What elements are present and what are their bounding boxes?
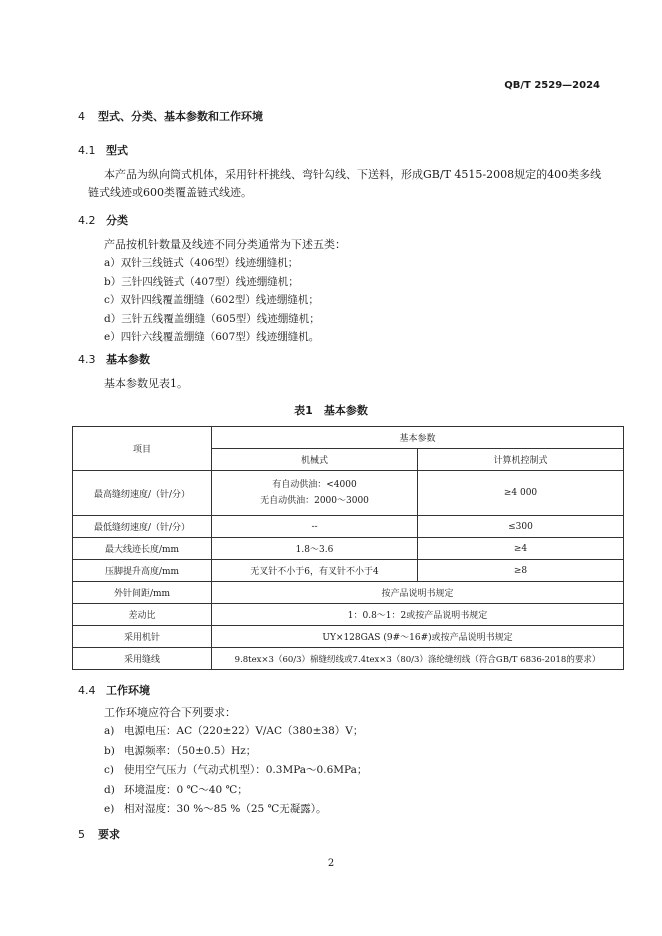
header-computer-controlled: 计算机控制式	[418, 449, 624, 471]
cell-mechanical: 1.8～3.6	[212, 538, 418, 560]
cell-merged: UY×128GAS (9#～16#)或按产品说明书规定	[212, 626, 624, 648]
cell-mechanical: 无叉针不小于6，有叉针不小于4	[212, 560, 418, 582]
list-item: a）双针三线链式（406型）线迹绷缝机；	[104, 257, 299, 269]
section-4-1-text: 本产品为纵向筒式机体，采用针杆挑线、弯针勾线、下送料，形成GB/T 4515-2008规定的400类多线链式线迹或600类覆盖链式线迹。	[88, 168, 602, 199]
cell-item: 外针间距/mm	[73, 582, 212, 604]
list-text: 使用空气压力（气动式机型）：0.3MPa～0.6MPa；	[124, 764, 368, 776]
section-title: 工作环境	[106, 684, 150, 697]
section-4-3-heading	[78, 351, 150, 367]
classification-list	[104, 254, 320, 347]
table-row	[73, 471, 624, 516]
table-row	[73, 604, 624, 626]
cell-mechanical	[212, 471, 418, 516]
cell-item: 最低缝纫速度/（针/分）	[73, 516, 212, 538]
section-4-heading	[78, 108, 263, 124]
cell-merged: 按产品说明书规定	[212, 582, 624, 604]
section-number: 5	[78, 828, 85, 841]
table-row	[73, 626, 624, 648]
cell-computer: ≥8	[418, 560, 624, 582]
cell-line: 无自动供油：2000～3000	[260, 496, 369, 506]
section-number: 4.4	[78, 684, 96, 697]
list-item	[104, 761, 367, 781]
basic-parameters-table	[72, 426, 624, 670]
section-4-4-intro: 工作环境应符合下列要求：	[104, 706, 236, 719]
document-code: QB/T 2529—2024	[504, 80, 600, 91]
page-number: 2	[327, 858, 335, 869]
cell-item: 差动比	[73, 604, 212, 626]
header-item: 项目	[73, 427, 212, 471]
cell-item: 压脚提升高度/mm	[73, 560, 212, 582]
section-4-1-heading	[78, 142, 128, 158]
table-caption: 表1 基本参数	[294, 404, 368, 417]
list-item: b）三针四线链式（407型）线迹绷缝机；	[104, 275, 299, 288]
list-item: c）双针四线覆盖绷缝（602型）线迹绷缝机；	[104, 294, 319, 306]
section-5-heading	[78, 826, 120, 842]
section-number: 4	[78, 110, 85, 123]
list-text: 环境温度：0 ℃～40 ℃；	[124, 783, 248, 796]
header-basic-parameters: 基本参数	[212, 427, 624, 449]
list-label: c)	[104, 764, 114, 776]
section-number: 4.1	[78, 144, 96, 157]
header-mechanical: 机械式	[212, 449, 418, 471]
table-row	[73, 648, 624, 670]
table-row	[73, 516, 624, 538]
section-4-4-heading	[78, 682, 150, 698]
section-number: 4.2	[78, 214, 96, 227]
list-text: 相对湿度：30 %～85 %（25 ℃无凝露）。	[124, 803, 327, 815]
cell-item: 采用缝线	[73, 648, 212, 670]
section-title: 型式、分类、基本参数和工作环境	[98, 110, 263, 123]
cell-mechanical: --	[212, 516, 418, 538]
section-title: 分类	[106, 214, 128, 227]
cell-line: 有自动供油：<4000	[272, 480, 357, 490]
section-title: 型式	[106, 144, 128, 157]
cell-computer: ≥4 000	[418, 471, 624, 516]
list-item	[104, 800, 367, 820]
cell-computer: ≤300	[418, 516, 624, 538]
cell-item: 采用机针	[73, 626, 212, 648]
list-item	[104, 722, 367, 742]
list-text: 电源频率：（50±0.5）Hz；	[124, 744, 257, 757]
section-4-3-intro: 基本参数见表1。	[104, 377, 188, 390]
list-label: d)	[104, 783, 115, 796]
list-item	[104, 781, 367, 801]
section-title: 要求	[98, 828, 120, 841]
section-4-2-intro: 产品按机针数量及线迹不同分类通常为下述五类：	[104, 238, 346, 251]
table-row	[73, 582, 624, 604]
list-label: a)	[104, 725, 115, 737]
list-item: e）四针六线覆盖绷缝（607型）线迹绷缝机。	[104, 331, 320, 343]
section-4-2-heading	[78, 212, 128, 228]
cell-merged: 9.8tex×3（60/3）棉缝纫线或7.4tex×3（80/3）涤纶缝纫线（符合GB/T 6836-2018的要求）	[212, 648, 624, 670]
list-item	[104, 742, 367, 762]
cell-item: 最高缝纫速度/（针/分）	[73, 471, 212, 516]
list-item: d）三针五线覆盖绷缝（605型）线迹绷缝机；	[104, 312, 320, 325]
environment-list	[104, 722, 367, 820]
list-label: e)	[104, 803, 115, 815]
table-row	[73, 538, 624, 560]
cell-computer: ≥4	[418, 538, 624, 560]
list-label: b)	[104, 744, 115, 757]
list-text: 电源电压：AC（220±22）V/AC（380±38）V；	[124, 725, 364, 737]
table-row	[73, 560, 624, 582]
cell-merged: 1：0.8～1：2或按产品说明书规定	[212, 604, 624, 626]
cell-item: 最大线迹长度/mm	[73, 538, 212, 560]
section-number: 4.3	[78, 353, 96, 366]
section-title: 基本参数	[106, 353, 150, 366]
